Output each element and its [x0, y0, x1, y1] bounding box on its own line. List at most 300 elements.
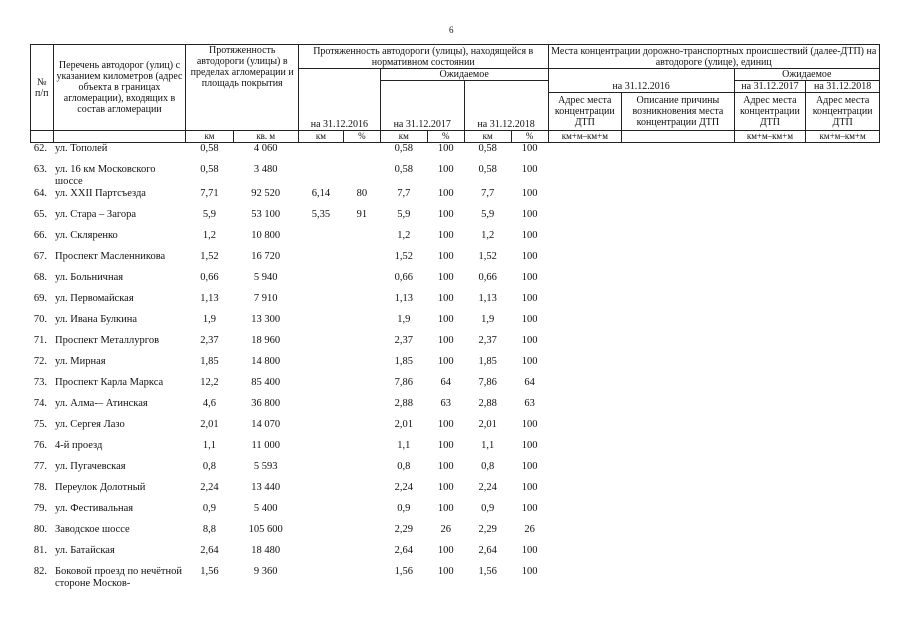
- area-sqm: 18 960: [251, 334, 281, 346]
- header-length-area: Протяженность автодороги (улицы) в пределах агломерации и площадь покрытия: [186, 45, 299, 131]
- dtp-cell: [622, 164, 735, 188]
- dtp-cell: [806, 545, 880, 566]
- normative-km-2018: 1,13: [478, 292, 497, 304]
- length-km: 1,9: [202, 313, 217, 325]
- normative-km-2016: [298, 419, 343, 440]
- table-row: [31, 230, 880, 251]
- normative-km-2017: 2,88: [394, 397, 413, 409]
- normative-km-2017: 1,9: [397, 313, 411, 325]
- dtp-cell: [622, 566, 735, 596]
- normative-km-2016: [298, 377, 343, 398]
- dtp-cell: [734, 188, 806, 209]
- unit-km-2016: км: [298, 131, 343, 143]
- normative-km-2018: 0,9: [481, 502, 495, 514]
- dtp-cell: [734, 272, 806, 293]
- length-km: 1,56: [200, 565, 219, 577]
- normative-pct-2018: 26: [524, 523, 535, 535]
- normative-pct-2016: [343, 272, 380, 293]
- length-km: 2,01: [200, 418, 219, 430]
- normative-km-2018: 2,88: [478, 397, 497, 409]
- area-sqm: 92 520: [251, 187, 281, 199]
- normative-pct-2018: 100: [521, 229, 538, 241]
- normative-km-2016: [298, 503, 343, 524]
- normative-pct-2017: 100: [437, 271, 454, 283]
- dtp-cell: [548, 545, 622, 566]
- normative-km-2017: 1,1: [397, 439, 411, 451]
- unit-empty-2: [53, 131, 186, 143]
- area-sqm: 14 800: [251, 355, 281, 367]
- road-name: ул. Мирная: [55, 355, 106, 367]
- normative-pct-2018: 100: [521, 187, 538, 199]
- header-date-2018: на 31.12.2018: [464, 81, 548, 131]
- normative-pct-2016: [343, 335, 380, 356]
- road-name: Проспект Карла Маркса: [55, 376, 164, 388]
- length-km: 12,2: [200, 376, 219, 388]
- header-dtp-address-2017: Адрес места концентрации ДТП: [734, 93, 806, 131]
- normative-km-2018: 7,86: [478, 376, 497, 388]
- normative-pct-2017: 100: [437, 502, 454, 514]
- normative-pct-2018: 100: [521, 565, 538, 577]
- dtp-cell: [734, 164, 806, 188]
- normative-km-2016: [298, 251, 343, 272]
- table-row: [31, 482, 880, 503]
- normative-km-2017: 0,66: [394, 271, 413, 283]
- length-km: 1,85: [200, 355, 219, 367]
- table-row: [31, 293, 880, 314]
- table-row: [31, 461, 880, 482]
- dtp-cell: [734, 545, 806, 566]
- normative-km-2016: [298, 524, 343, 545]
- normative-pct-2016: [343, 230, 380, 251]
- normative-km-2016: 6,14: [311, 187, 331, 199]
- dtp-cell: [548, 335, 622, 356]
- table-row: [31, 209, 880, 230]
- normative-pct-2016: [343, 461, 380, 482]
- dtp-cell: [548, 377, 622, 398]
- normative-km-2018: 1,1: [481, 439, 495, 451]
- dtp-cell: [622, 272, 735, 293]
- area-sqm: 5 940: [253, 271, 278, 283]
- normative-km-2017: 2,24: [394, 481, 413, 493]
- unit-km-2017: км: [380, 131, 427, 143]
- header-road-list: Перечень автодорог (улиц) с указанием километров (адрес объекта в границах агломерации), входящих в состав агломерации: [53, 45, 186, 131]
- roads-table: [30, 44, 880, 596]
- dtp-cell: [622, 461, 735, 482]
- normative-km-2017: 1,85: [394, 355, 413, 367]
- table-row: [31, 188, 880, 209]
- dtp-cell: [806, 461, 880, 482]
- normative-pct-2017: 63: [440, 397, 451, 409]
- area-sqm: 3 480: [253, 163, 278, 175]
- dtp-cell: [734, 566, 806, 596]
- length-km: 0,9: [202, 502, 217, 514]
- dtp-cell: [806, 335, 880, 356]
- dtp-cell: [622, 482, 735, 503]
- dtp-cell: [806, 377, 880, 398]
- normative-pct-2016: [343, 440, 380, 461]
- unit-pct-2016: %: [343, 131, 380, 143]
- normative-km-2018: 2,01: [478, 418, 497, 430]
- normative-km-2018: 1,85: [478, 355, 497, 367]
- row-number: 78.: [33, 481, 47, 493]
- normative-pct-2017: 100: [437, 418, 454, 430]
- row-number: 81.: [33, 544, 47, 556]
- dtp-cell: [548, 188, 622, 209]
- normative-km-2016: [298, 272, 343, 293]
- normative-km-2016: [298, 545, 343, 566]
- normative-pct-2018: 100: [521, 334, 538, 346]
- table-row: [31, 566, 880, 596]
- dtp-cell: [548, 356, 622, 377]
- dtp-cell: [548, 566, 622, 596]
- dtp-cell: [548, 482, 622, 503]
- dtp-cell: [806, 293, 880, 314]
- dtp-cell: [548, 419, 622, 440]
- normative-pct-2016: [343, 482, 380, 503]
- dtp-cell: [734, 419, 806, 440]
- road-name: ул. Сергея Лазо: [55, 418, 125, 430]
- unit-kmm-2017: км+м–км+м: [734, 131, 806, 143]
- road-name: ул. Стара – Загора: [55, 208, 137, 220]
- row-number: 79.: [33, 502, 47, 514]
- normative-pct-2018: 100: [521, 481, 538, 493]
- road-name: ул. Ивана Булкина: [55, 313, 138, 325]
- normative-pct-2016: 91: [356, 208, 368, 220]
- dtp-cell: [548, 293, 622, 314]
- normative-km-2016: [298, 335, 343, 356]
- dtp-cell: [734, 335, 806, 356]
- row-number: 73.: [33, 376, 47, 388]
- unit-km-2018: км: [464, 131, 511, 143]
- header-dtp-date-2017: на 31.12.2017: [734, 81, 806, 93]
- dtp-cell: [548, 461, 622, 482]
- normative-pct-2018: 100: [521, 439, 538, 451]
- normative-km-2018: 1,9: [481, 313, 495, 325]
- normative-km-2016: [298, 566, 343, 596]
- dtp-cell: [806, 419, 880, 440]
- row-number: 82.: [33, 565, 47, 577]
- length-km: 4,6: [202, 397, 217, 409]
- normative-pct-2016: [343, 419, 380, 440]
- area-sqm: 85 400: [251, 376, 281, 388]
- normative-pct-2018: 100: [521, 271, 538, 283]
- normative-pct-2017: 100: [437, 250, 454, 262]
- normative-pct-2017: 64: [440, 376, 451, 388]
- normative-km-2017: 0,58: [394, 163, 413, 175]
- table-row: [31, 545, 880, 566]
- normative-km-2018: 0,66: [478, 271, 497, 283]
- normative-pct-2016: [343, 524, 380, 545]
- row-number: 75.: [33, 418, 47, 430]
- row-number: 70.: [33, 313, 47, 325]
- dtp-cell: [622, 419, 735, 440]
- road-name: ул. Тополей: [55, 143, 108, 154]
- road-name: ул. Алма-– Атинская: [55, 397, 148, 409]
- road-name: ул. 16 км Московского шоссе: [55, 163, 156, 187]
- normative-km-2018: 0,58: [478, 163, 497, 175]
- normative-km-2016: [298, 230, 343, 251]
- normative-pct-2018: 100: [521, 292, 538, 304]
- dtp-cell: [622, 188, 735, 209]
- header-dtp-expected: Ожидаемое: [734, 69, 879, 81]
- dtp-cell: [734, 209, 806, 230]
- dtp-cell: [622, 377, 735, 398]
- dtp-cell: [622, 209, 735, 230]
- dtp-cell: [734, 143, 806, 164]
- length-km: 1,52: [200, 250, 219, 262]
- normative-pct-2017: 100: [437, 544, 454, 556]
- header-dtp-places: Места концентрации дорожно-транспортных происшествий (далее-ДТП) на автодороге (улице), единиц: [548, 45, 880, 69]
- normative-pct-2018: 100: [521, 143, 538, 154]
- unit-pct-2017: %: [427, 131, 464, 143]
- normative-km-2018: 2,64: [478, 544, 497, 556]
- normative-km-2018: 0,8: [481, 460, 495, 472]
- header-number: № п/п: [31, 45, 54, 131]
- length-km: 1,2: [202, 229, 217, 241]
- length-km: 1,1: [202, 439, 217, 451]
- normative-pct-2016: [343, 566, 380, 596]
- dtp-cell: [806, 230, 880, 251]
- dtp-cell: [806, 209, 880, 230]
- dtp-cell: [548, 272, 622, 293]
- normative-pct-2017: 100: [437, 313, 454, 325]
- normative-pct-2018: 100: [521, 460, 538, 472]
- normative-km-2016: [298, 398, 343, 419]
- normative-pct-2017: 100: [437, 355, 454, 367]
- row-number: 80.: [33, 523, 47, 535]
- normative-pct-2018: 100: [521, 250, 538, 262]
- unit-empty-1: [31, 131, 54, 143]
- normative-pct-2017: 26: [440, 523, 451, 535]
- dtp-cell: [734, 398, 806, 419]
- table-row: [31, 503, 880, 524]
- normative-pct-2018: 100: [521, 163, 538, 175]
- dtp-cell: [622, 440, 735, 461]
- normative-pct-2016: [343, 164, 380, 188]
- road-name: ул. Фестивальная: [55, 502, 134, 514]
- normative-km-2018: 0,58: [478, 143, 497, 154]
- normative-km-2016: [298, 356, 343, 377]
- normative-pct-2016: [343, 503, 380, 524]
- table-row: [31, 419, 880, 440]
- dtp-cell: [734, 440, 806, 461]
- table-row: [31, 398, 880, 419]
- normative-km-2017: 2,64: [394, 544, 413, 556]
- normative-km-2017: 0,58: [394, 143, 413, 154]
- normative-pct-2017: 100: [437, 460, 454, 472]
- length-km: 8,8: [202, 523, 217, 535]
- dtp-cell: [548, 524, 622, 545]
- road-name: Проспект Масленникова: [55, 250, 166, 262]
- normative-km-2018: 1,52: [478, 250, 497, 262]
- dtp-cell: [806, 272, 880, 293]
- header-dtp-address-2016: Адрес места концентрации ДТП: [548, 93, 622, 131]
- normative-pct-2018: 100: [521, 544, 538, 556]
- row-number: 66.: [33, 229, 47, 241]
- normative-km-2017: 1,2: [397, 229, 411, 241]
- unit-km: км: [186, 131, 233, 143]
- normative-pct-2016: [343, 545, 380, 566]
- dtp-cell: [548, 230, 622, 251]
- dtp-cell: [806, 143, 880, 164]
- header-normative-expected: Ожидаемое: [380, 69, 548, 81]
- dtp-cell: [806, 314, 880, 335]
- normative-pct-2017: 100: [437, 334, 454, 346]
- normative-pct-2016: [343, 293, 380, 314]
- normative-pct-2018: 100: [521, 418, 538, 430]
- dtp-cell: [622, 143, 735, 164]
- dtp-cell: [734, 230, 806, 251]
- length-km: 2,64: [200, 544, 219, 556]
- area-sqm: 105 600: [248, 523, 283, 535]
- road-name: ул. Скляренко: [55, 229, 118, 241]
- dtp-cell: [734, 524, 806, 545]
- row-number: 68.: [33, 271, 47, 283]
- normative-km-2017: 1,52: [394, 250, 413, 262]
- dtp-cell: [622, 503, 735, 524]
- table-row: [31, 440, 880, 461]
- area-sqm: 14 070: [251, 418, 281, 430]
- dtp-cell: [622, 545, 735, 566]
- area-sqm: 18 480: [251, 544, 281, 556]
- normative-km-2018: 1,2: [481, 229, 495, 241]
- normative-pct-2017: 100: [437, 292, 454, 304]
- area-sqm: 4 060: [253, 143, 278, 154]
- dtp-cell: [734, 503, 806, 524]
- dtp-cell: [548, 143, 622, 164]
- area-sqm: 13 300: [251, 313, 281, 325]
- normative-pct-2018: 64: [524, 376, 535, 388]
- dtp-cell: [622, 356, 735, 377]
- dtp-cell: [734, 251, 806, 272]
- road-name: 4-й проезд: [55, 439, 103, 451]
- table-row: [31, 335, 880, 356]
- normative-km-2017: 2,01: [394, 418, 413, 430]
- length-km: 0,58: [200, 143, 219, 154]
- row-number: 74.: [33, 397, 47, 409]
- road-name: ул. Больничная: [55, 271, 124, 283]
- dtp-cell: [622, 335, 735, 356]
- normative-pct-2018: 100: [521, 208, 538, 220]
- normative-pct-2017: 100: [437, 143, 454, 154]
- table-row: [31, 251, 880, 272]
- normative-km-2018: 7,7: [481, 187, 495, 199]
- normative-km-2016: [298, 293, 343, 314]
- normative-pct-2018: 100: [521, 355, 538, 367]
- table-row: [31, 314, 880, 335]
- dtp-cell: [622, 293, 735, 314]
- header-dtp-date-2016: на 31.12.2016: [548, 81, 734, 93]
- dtp-cell: [622, 398, 735, 419]
- dtp-cell: [734, 356, 806, 377]
- normative-pct-2018: 100: [521, 502, 538, 514]
- length-km: 5,9: [202, 208, 217, 220]
- unit-pct-2018: %: [511, 131, 548, 143]
- normative-km-2018: 1,56: [478, 565, 497, 577]
- dtp-cell: [548, 440, 622, 461]
- row-number: 72.: [33, 355, 47, 367]
- normative-pct-2017: 100: [437, 439, 454, 451]
- normative-km-2017: 1,13: [394, 292, 413, 304]
- normative-pct-2018: 100: [521, 313, 538, 325]
- normative-km-2017: 7,7: [397, 187, 411, 199]
- row-number: 71.: [33, 334, 47, 346]
- normative-pct-2017: 100: [437, 565, 454, 577]
- area-sqm: 36 800: [251, 397, 281, 409]
- road-name: Переулок Долотный: [55, 481, 146, 493]
- dtp-cell: [734, 461, 806, 482]
- normative-pct-2018: 63: [524, 397, 535, 409]
- table-row: [31, 524, 880, 545]
- normative-km-2016: [298, 440, 343, 461]
- table-row: [31, 377, 880, 398]
- dtp-cell: [806, 524, 880, 545]
- dtp-cell: [622, 314, 735, 335]
- row-number: 69.: [33, 292, 47, 304]
- dtp-cell: [548, 503, 622, 524]
- row-number: 77.: [33, 460, 47, 472]
- row-number: 62.: [33, 143, 47, 154]
- dtp-cell: [734, 482, 806, 503]
- unit-sqm: кв. м: [233, 131, 298, 143]
- normative-km-2018: 5,9: [481, 208, 495, 220]
- road-name: Заводское шоссе: [55, 523, 130, 535]
- dtp-cell: [548, 314, 622, 335]
- row-number: 63.: [33, 163, 47, 175]
- area-sqm: 16 720: [251, 250, 281, 262]
- dtp-cell: [806, 566, 880, 596]
- normative-pct-2017: 100: [437, 481, 454, 493]
- dtp-cell: [548, 398, 622, 419]
- road-name: Проспект Металлургов: [55, 334, 160, 346]
- header-dtp-date-2018: на 31.12.2018: [806, 81, 880, 93]
- table-header: [31, 45, 880, 143]
- table-row: [31, 356, 880, 377]
- dtp-cell: [622, 230, 735, 251]
- unit-empty-3: [622, 131, 735, 143]
- normative-km-2016: [298, 461, 343, 482]
- table-row: [31, 143, 880, 164]
- normative-km-2016: 5,35: [311, 208, 331, 220]
- table-row: [31, 272, 880, 293]
- area-sqm: 13 440: [251, 481, 281, 493]
- normative-km-2017: 5,9: [397, 208, 411, 220]
- dtp-cell: [622, 524, 735, 545]
- area-sqm: 10 800: [251, 229, 281, 241]
- row-number: 65.: [33, 208, 47, 220]
- length-km: 1,13: [200, 292, 219, 304]
- normative-km-2018: 2,24: [478, 481, 497, 493]
- header-dtp-spacer: [548, 69, 734, 81]
- length-km: 0,58: [200, 163, 219, 175]
- dtp-cell: [806, 188, 880, 209]
- area-sqm: 11 000: [251, 439, 280, 451]
- page-number: 6: [449, 25, 454, 35]
- normative-km-2017: 2,37: [394, 334, 413, 346]
- unit-kmm-2018: км+м–км+м: [806, 131, 880, 143]
- dtp-cell: [548, 251, 622, 272]
- road-name: ул. Батайская: [55, 544, 115, 556]
- dtp-cell: [622, 251, 735, 272]
- dtp-cell: [734, 377, 806, 398]
- length-km: 0,8: [202, 460, 217, 472]
- normative-pct-2016: [343, 143, 380, 164]
- normative-pct-2017: 100: [437, 208, 454, 220]
- normative-pct-2016: 80: [356, 187, 368, 199]
- normative-km-2017: 0,9: [397, 502, 411, 514]
- normative-km-2016: [298, 314, 343, 335]
- road-name: ул. XXII Партсъезда: [55, 187, 146, 199]
